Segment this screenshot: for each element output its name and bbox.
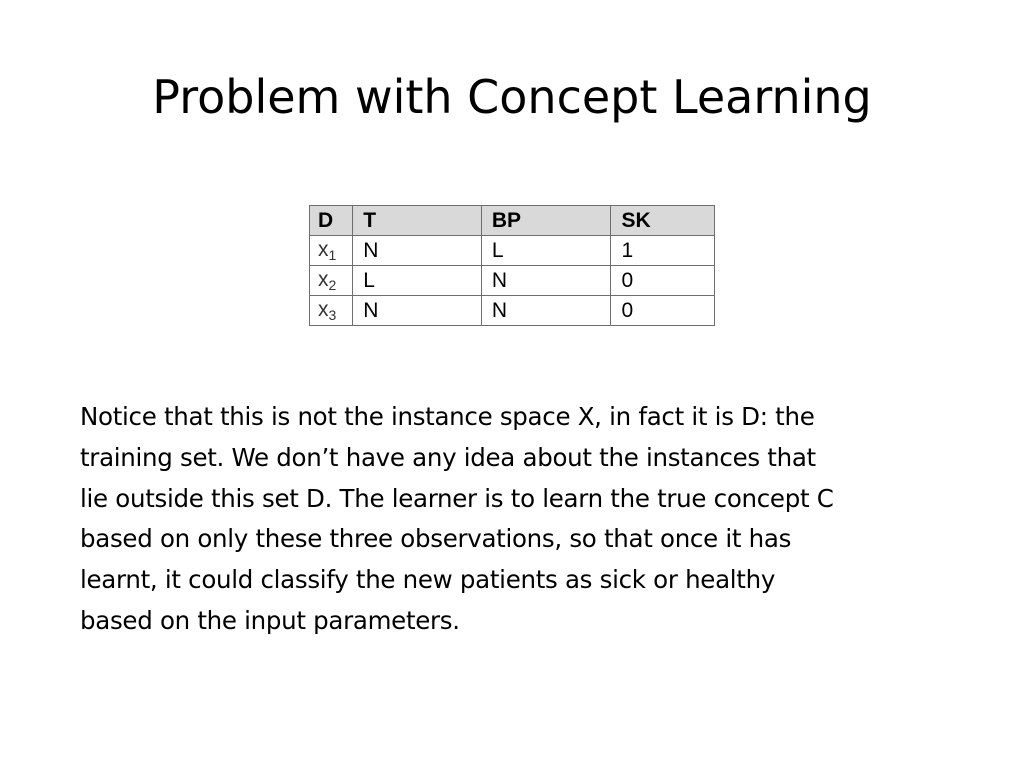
body-paragraph	[80, 397, 960, 642]
body-line: learnt, it could classify the new patients as sick or healthy	[80, 565, 776, 595]
row-label-subscript: 3	[328, 307, 337, 323]
row-label	[310, 266, 353, 296]
row-label	[310, 236, 353, 266]
column-header-sk: SK	[611, 206, 715, 236]
table-header-row	[310, 206, 715, 236]
row-label-base: x	[318, 268, 329, 291]
training-set-table	[309, 205, 715, 326]
table-cell-t: L	[353, 266, 482, 296]
table-row	[310, 236, 715, 266]
table-cell-sk: 1	[611, 236, 715, 266]
row-label-base: x	[318, 298, 329, 321]
table-cell-sk: 0	[611, 296, 715, 326]
table-cell-sk: 0	[611, 266, 715, 296]
column-header-d: D	[310, 206, 353, 236]
table-cell-t: N	[353, 296, 482, 326]
row-label	[310, 296, 353, 326]
body-line: Notice that this is not the instance space X, in fact it is D: the	[80, 402, 815, 431]
table-cell-t: N	[353, 236, 482, 266]
table-row	[310, 266, 715, 296]
table-row	[310, 296, 715, 326]
body-line: based on only these three observations, so that once it has	[80, 524, 792, 554]
table-cell-bp: N	[481, 266, 611, 296]
column-header-bp: BP	[481, 206, 611, 236]
body-line: training set. We don’t have any idea about the instances that	[80, 442, 816, 472]
column-header-t: T	[353, 206, 482, 236]
table-cell-bp: L	[481, 236, 611, 266]
table-cell-bp: N	[481, 296, 611, 326]
body-line: based on the input parameters.	[80, 605, 460, 635]
row-label-subscript: 1	[328, 247, 337, 263]
slide-title: Problem with Concept Learning	[152, 70, 872, 124]
body-line: lie outside this set D. The learner is to learn the true concept C	[80, 483, 834, 513]
row-label-base: x	[318, 238, 329, 261]
row-label-subscript: 2	[328, 277, 337, 293]
